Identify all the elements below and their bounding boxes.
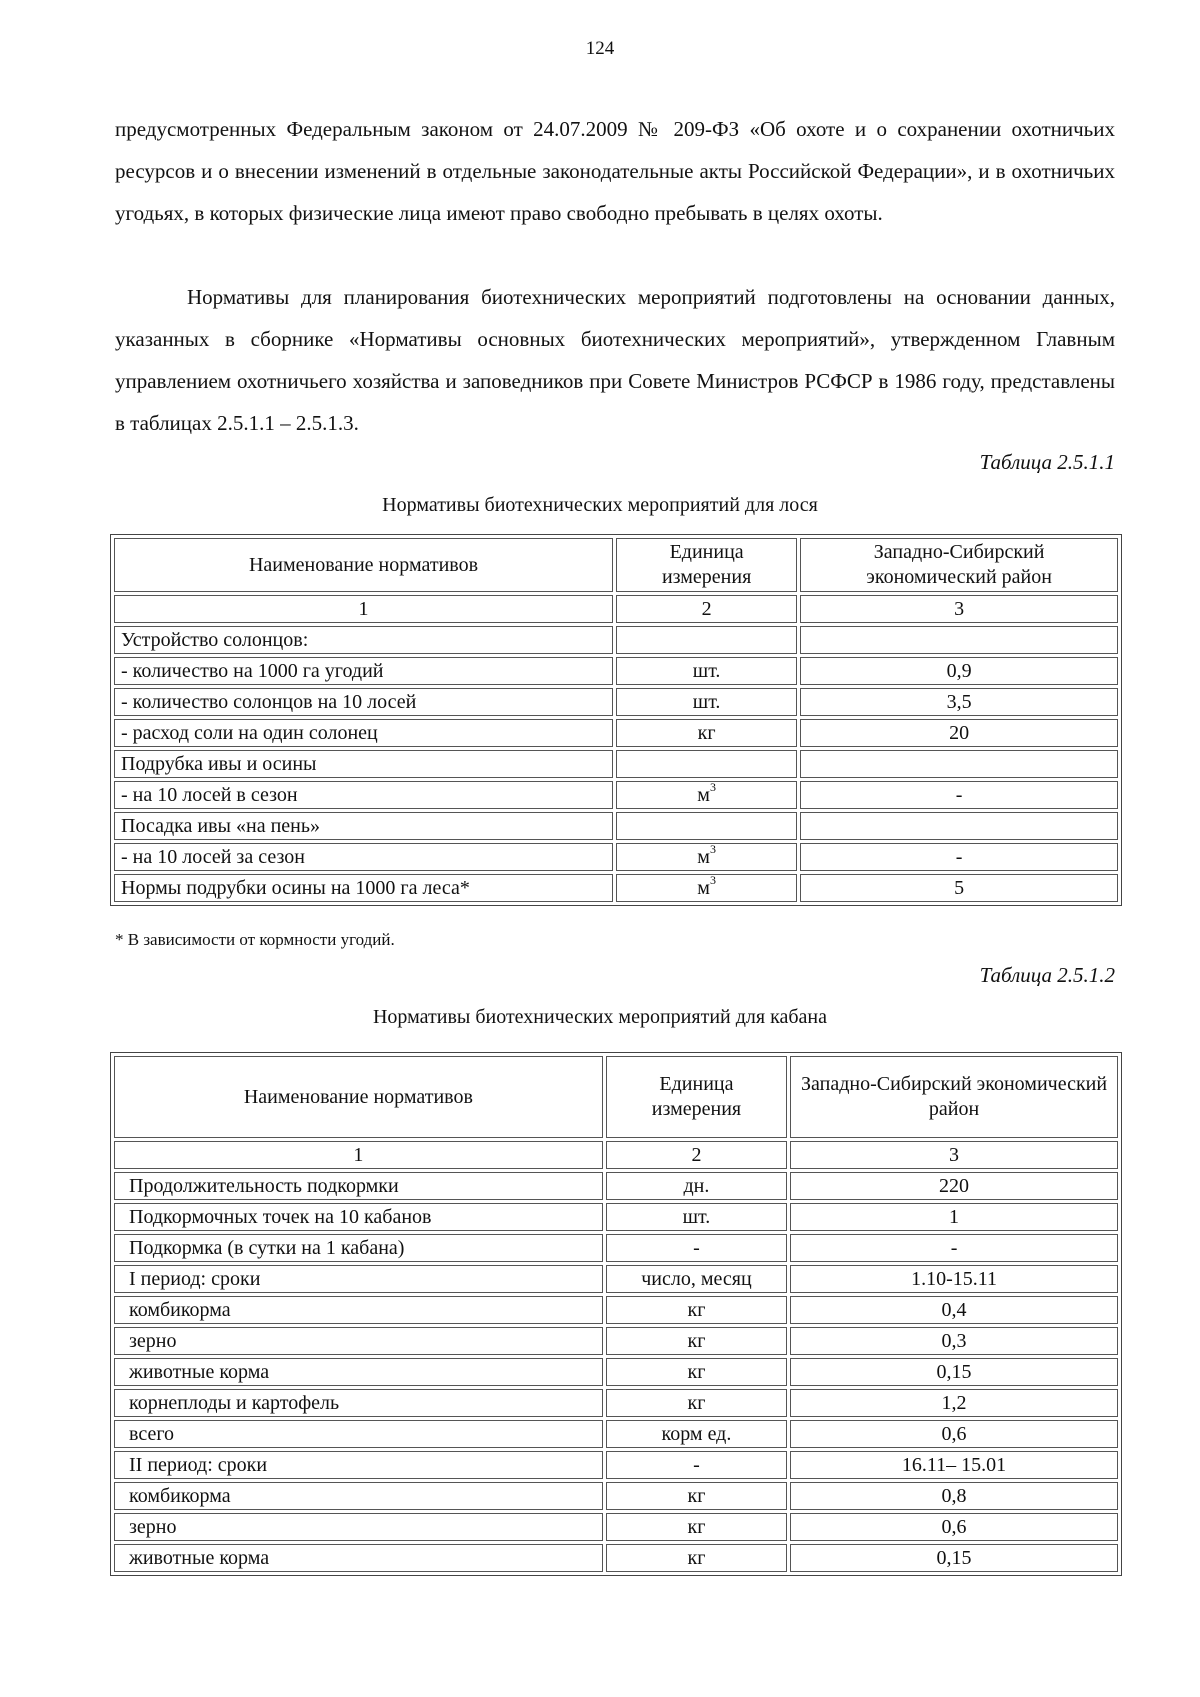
row-name-cell: животные корма xyxy=(114,1358,603,1386)
unit-text: кг xyxy=(697,722,716,744)
row-value-cell xyxy=(800,750,1118,778)
row-name-cell: комбикорма xyxy=(114,1482,603,1510)
table-row xyxy=(114,626,1118,654)
table-row xyxy=(114,1172,1118,1200)
table-row xyxy=(114,1358,1118,1386)
table-1-title: Нормативы биотехнических мероприятий для лося xyxy=(382,494,818,516)
table-row xyxy=(114,719,1118,747)
header-cell: Западно-Сибирский экономический район xyxy=(800,538,1118,592)
row-unit-cell xyxy=(616,719,797,747)
table-header-row xyxy=(114,538,1118,592)
row-name-cell: - на 10 лосей в сезон xyxy=(114,781,613,809)
row-name-cell: I период: сроки xyxy=(114,1265,603,1293)
table-row xyxy=(114,750,1118,778)
paragraph-1: предусмотренных Федеральным законом от 24.07.2009 № 209-ФЗ «Об охоте и о сохранении охотничьих ресурсов и о внесении изменений в отдельные законодательные акты Российской Федерации», и в охотничьих угодьях, в которых физические лица имеют право свободно пребывать в целях охоты. xyxy=(115,117,1115,225)
row-unit-cell xyxy=(616,688,797,716)
row-name-cell: зерно xyxy=(114,1513,603,1541)
table-1-body xyxy=(114,626,1118,902)
column-number-row xyxy=(114,1141,1118,1169)
row-value-cell: 1 xyxy=(790,1203,1118,1231)
row-value-cell: 0,15 xyxy=(790,1544,1118,1572)
row-name-cell: Посадка ивы «на пень» xyxy=(114,812,613,840)
table-row xyxy=(114,1203,1118,1231)
table-row xyxy=(114,843,1118,871)
row-value-cell: 0,9 xyxy=(800,657,1118,685)
column-number: 1 xyxy=(114,1141,603,1169)
table-row xyxy=(114,1451,1118,1479)
table-2-title: Нормативы биотехнических мероприятий для кабана xyxy=(372,1006,827,1028)
row-value-cell: 1.10-15.11 xyxy=(790,1265,1118,1293)
row-value-cell xyxy=(800,626,1118,654)
row-value-cell: 0,6 xyxy=(790,1420,1118,1448)
row-value-cell: - xyxy=(790,1234,1118,1262)
row-value-cell: 20 xyxy=(800,719,1118,747)
row-name-cell: всего xyxy=(114,1420,603,1448)
row-unit-cell: шт. xyxy=(606,1203,787,1231)
table-row xyxy=(114,781,1118,809)
table-row xyxy=(114,657,1118,685)
column-number-row xyxy=(114,595,1118,623)
table-row xyxy=(114,1513,1118,1541)
table-row xyxy=(114,812,1118,840)
row-name-cell: Подкормка (в сутки на 1 кабана) xyxy=(114,1234,603,1262)
unit-superscript: 3 xyxy=(709,843,716,857)
row-unit-cell: кг xyxy=(606,1513,787,1541)
row-value-cell: 3,5 xyxy=(800,688,1118,716)
row-value-cell: 1,2 xyxy=(790,1389,1118,1417)
row-name-cell: Подрубка ивы и осины xyxy=(114,750,613,778)
footnote: * В зависимости от кормности угодий. xyxy=(115,930,395,949)
paragraph-2: Нормативы для планирования биотехнических мероприятий подготовлены на основании данных, указанных в сборнике «Нормативы основных биотехнических мероприятий», утвержденном Главным управлением охотничьего хозяйства и заповедников при Совете Министров РСФСР в 1986 году, представлены в таблицах 2.5.1.1 – 2.5.1.3. xyxy=(115,285,1115,435)
table-row xyxy=(114,1420,1118,1448)
row-name-cell: - на 10 лосей за сезон xyxy=(114,843,613,871)
row-name-cell: - расход соли на один солонец xyxy=(114,719,613,747)
unit-superscript: 3 xyxy=(709,874,716,888)
table-row xyxy=(114,1265,1118,1293)
table-row xyxy=(114,1296,1118,1324)
table-row xyxy=(114,1327,1118,1355)
column-number: 1 xyxy=(114,595,613,623)
row-unit-cell: кг xyxy=(606,1544,787,1572)
row-unit-cell: дн. xyxy=(606,1172,787,1200)
table-row xyxy=(114,688,1118,716)
row-value-cell xyxy=(800,812,1118,840)
row-unit-cell xyxy=(616,750,797,778)
table-1 xyxy=(110,534,1122,906)
table-row xyxy=(114,874,1118,902)
column-number: 3 xyxy=(800,595,1118,623)
row-unit-cell: кг xyxy=(606,1389,787,1417)
row-name-cell: II период: сроки xyxy=(114,1451,603,1479)
row-unit-cell xyxy=(616,874,797,902)
table-row xyxy=(114,1234,1118,1262)
header-cell: Западно-Сибирский экономический район xyxy=(790,1056,1118,1138)
row-value-cell: 5 xyxy=(800,874,1118,902)
header-cell: Наименование нормативов xyxy=(114,1056,603,1138)
row-unit-cell xyxy=(616,812,797,840)
row-unit-cell xyxy=(616,626,797,654)
row-value-cell: 0,15 xyxy=(790,1358,1118,1386)
row-name-cell: Подкормочных точек на 10 кабанов xyxy=(114,1203,603,1231)
table-2-caption: Таблица 2.5.1.2 xyxy=(979,963,1115,987)
unit-text: шт. xyxy=(692,660,721,682)
row-name-cell: Нормы подрубки осины на 1000 га леса* xyxy=(114,874,613,902)
row-unit-cell: кг xyxy=(606,1482,787,1510)
row-unit-cell: кг xyxy=(606,1296,787,1324)
column-number: 3 xyxy=(790,1141,1118,1169)
row-name-cell: животные корма xyxy=(114,1544,603,1572)
table-2-body xyxy=(114,1172,1118,1572)
row-value-cell: 0,8 xyxy=(790,1482,1118,1510)
row-name-cell: Устройство солонцов: xyxy=(114,626,613,654)
row-name-cell: - количество солонцов на 10 лосей xyxy=(114,688,613,716)
row-unit-cell xyxy=(616,781,797,809)
column-number: 2 xyxy=(606,1141,787,1169)
table-1-caption: Таблица 2.5.1.1 xyxy=(979,450,1115,474)
table-row xyxy=(114,1544,1118,1572)
row-value-cell: - xyxy=(800,781,1118,809)
table-row xyxy=(114,1482,1118,1510)
row-unit-cell xyxy=(616,657,797,685)
header-cell: Единица измерения xyxy=(616,538,797,592)
unit-text: м xyxy=(697,877,710,899)
row-value-cell: 220 xyxy=(790,1172,1118,1200)
row-value-cell: 0,6 xyxy=(790,1513,1118,1541)
unit-text: м xyxy=(697,784,710,806)
row-unit-cell: число, месяц xyxy=(606,1265,787,1293)
row-name-cell: Продолжительность подкормки xyxy=(114,1172,603,1200)
row-value-cell: 0,4 xyxy=(790,1296,1118,1324)
row-unit-cell: кг xyxy=(606,1327,787,1355)
row-unit-cell: - xyxy=(606,1451,787,1479)
unit-text: шт. xyxy=(692,691,721,713)
row-value-cell: 16.11– 15.01 xyxy=(790,1451,1118,1479)
row-value-cell: 0,3 xyxy=(790,1327,1118,1355)
header-cell: Наименование нормативов xyxy=(114,538,613,592)
table-row xyxy=(114,1389,1118,1417)
header-cell: Единица измерения xyxy=(606,1056,787,1138)
row-name-cell: корнеплоды и картофель xyxy=(114,1389,603,1417)
table-2 xyxy=(110,1052,1122,1576)
unit-superscript: 3 xyxy=(709,781,716,795)
row-unit-cell: корм ед. xyxy=(606,1420,787,1448)
row-unit-cell xyxy=(616,843,797,871)
column-number: 2 xyxy=(616,595,797,623)
row-name-cell: - количество на 1000 га угодий xyxy=(114,657,613,685)
table-header-row xyxy=(114,1056,1118,1138)
row-unit-cell: - xyxy=(606,1234,787,1262)
row-unit-cell: кг xyxy=(606,1358,787,1386)
unit-text: м xyxy=(697,846,710,868)
page-number: 124 xyxy=(585,38,615,59)
row-value-cell: - xyxy=(800,843,1118,871)
row-name-cell: комбикорма xyxy=(114,1296,603,1324)
row-name-cell: зерно xyxy=(114,1327,603,1355)
